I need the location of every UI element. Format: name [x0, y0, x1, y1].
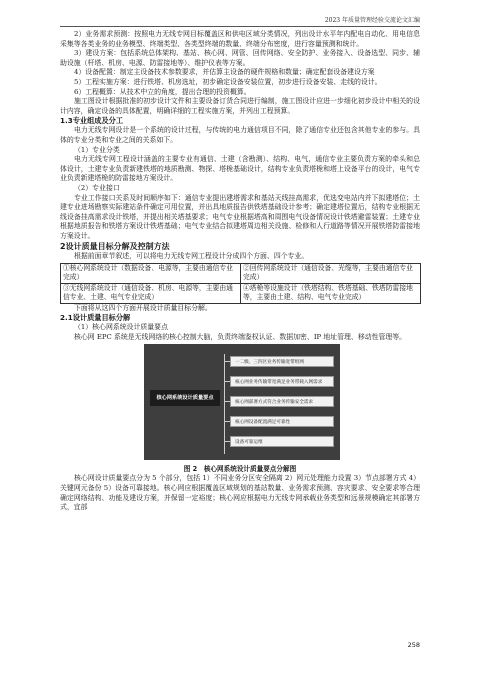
diagram-root-node: 核心网系统设计质量要点	[150, 390, 220, 406]
paragraph: 专业工作接口关系及时间顺序如下：通信专业提出建塔需求和基站天线挂高需求，优选变电站内并下拟建塔位；土建专业进场勘察实际建站条件确定可用位置，并出具地质报告供铁塔基础设计参考；确定建塔位置后，结构专业根据无线设备挂高需求设计铁塔，并提出相关塔基要求；电气专业根据塔高和周围电气设备情况设计铁塔避雷装置；土建专业根据地质报告和铁塔方案设计铁塔基础；电气专业结合拟建塔周边相关设施、检修和人行道路等情况开展铁塔防雷接地方案设计。	[60, 193, 420, 240]
table-cell: ①核心网系统设计（数据设备、电源等，主要由通信专业完成）	[61, 264, 241, 284]
core-network-diagram	[144, 344, 340, 460]
table-row	[61, 264, 421, 284]
diagram-item: 一二级、三四区业务传输宽带组网	[230, 356, 334, 367]
page-body	[60, 30, 420, 513]
diagram-item: 核心网设备配置满足可靠性	[230, 416, 334, 427]
paragraph: 电力无线专网设计是一个系统的设计过程，与传统的电力通信项目不同，除了通信专业还包含其他专业的参与。具体的专业分类和专业之间的关系如下。	[60, 126, 420, 144]
table-row	[61, 283, 421, 303]
section-heading: 1.3专业组成及分工	[60, 116, 124, 126]
table-cell: ③无线网系统设计（通信设备、机房、电源等，主要由通信专业、土建、电气专业完成）	[61, 283, 241, 303]
paragraph: 施工图设计根据批准的初步设计文件和主要设备订货合同进行编制，施工图设计应进一步细化初步设计中相关的设计内容，确定设备的具体配置，明确详细的工程实施方案，并列出工程预算。	[60, 97, 420, 115]
paragraph: 根据前面章节叙述，可以将电力无线专网工程设计分成四个方面、四个专业。	[74, 252, 309, 261]
figure-caption: 图 2 核心网系统设计质量要点分解图	[183, 465, 297, 474]
paragraph: 核心网设计质量要点分为 5 个部分，包括 1）不同业务分区安全隔离 2）网元处理能力设置 3）节点部署方式 4）关键网元备份 5）设备可靠接地。核心网应根据覆盖区域规划的基站数量、业务需求预测、容灾要求、安全要求等合理确定网络结构、功能及建设方案，并保留一定裕度；核心网应根据电力无线专网承载业务类型和远景规模确定其部署方式，宜部	[60, 474, 420, 512]
running-header: 2023 年质量管理经验交流论文汇编	[324, 17, 420, 24]
section-heading: 2设计质量目标分解及控制方法	[60, 242, 170, 252]
paragraph: 6）工程概算：从技术中立的角度，提出合理的投资概算。	[74, 87, 251, 96]
paragraph: 下面将从这四个方面开展设计质量目标分解。	[74, 303, 212, 312]
paragraph: 3）建设方案：包括系统总体架构、基站、核心网、网管、回传网络、安全防护、业务接入、设备选型、同步、辅助设施（杆塔、机房、电源、防雷接地等）、维护仪表等方案。	[60, 49, 420, 67]
paragraph: 2）业务需求预测：按照电力无线专网目标覆盖区和供电区域分类情况，列出设计水平年内配电自动化、用电信息采集等各类业务的业务模型、终端类型、各类型终端的数量、终端分布密度，进行容量预测和统计。	[60, 30, 420, 48]
subheading: （1）专业分类	[74, 145, 120, 154]
diagram-item: 核心网业务传输带宽满足业务带载入网需求	[230, 376, 334, 387]
paragraph: 5）工程实施方案：进行铁塔、机房选址，初步确定设备安装位置，初步进行设备安装、走线的设计。	[74, 77, 382, 86]
figure-2	[60, 342, 420, 464]
page-number: 258	[407, 641, 420, 649]
paragraph: 核心网 EPC 系统是无线网络的核心控制大脑，负责终端鉴权认证、数据加密、IP 地址管理、移动性管理等。	[74, 332, 407, 341]
subsection-heading: 2.1设计质量目标分解	[60, 313, 131, 323]
diagram-connector	[224, 354, 225, 454]
subheading: （1）核心网系统设计质量要点	[74, 323, 168, 332]
diagram-item: 核心网部署方式符合业务传输安全需求	[230, 396, 334, 407]
paragraph: 4）设备配置：制定主设备技术参数要求，并估算主设备的硬件规格和数量；确定配套设备建设方案	[74, 68, 375, 77]
table-cell: ④塔桅等设施设计（铁塔结构、铁塔基础、铁塔防雷接地等，主要由土建、结构、电气专业完成）	[241, 283, 421, 303]
design-aspects-table	[60, 263, 421, 304]
subheading: （2）专业接口	[74, 183, 120, 192]
header-rule	[60, 26, 420, 27]
diagram-item: 设备可靠运维	[230, 436, 334, 447]
paragraph: 电力无线专网工程设计涵盖的主要专业有通信、土建（含勘测）、结构、电气，通信专业主要负责方案的牵头和总体设计，土建专业负责新建铁塔的地质勘测、物探、塔桅基础设计，结构专业负责塔桅和塔上设备平台的设计，电气专业负责新建塔桅的防雷接地方案设计。	[60, 155, 420, 183]
table-cell: ②回传网系统设计（通信设备、光缆等，主要由通信专业完成）	[241, 264, 421, 284]
